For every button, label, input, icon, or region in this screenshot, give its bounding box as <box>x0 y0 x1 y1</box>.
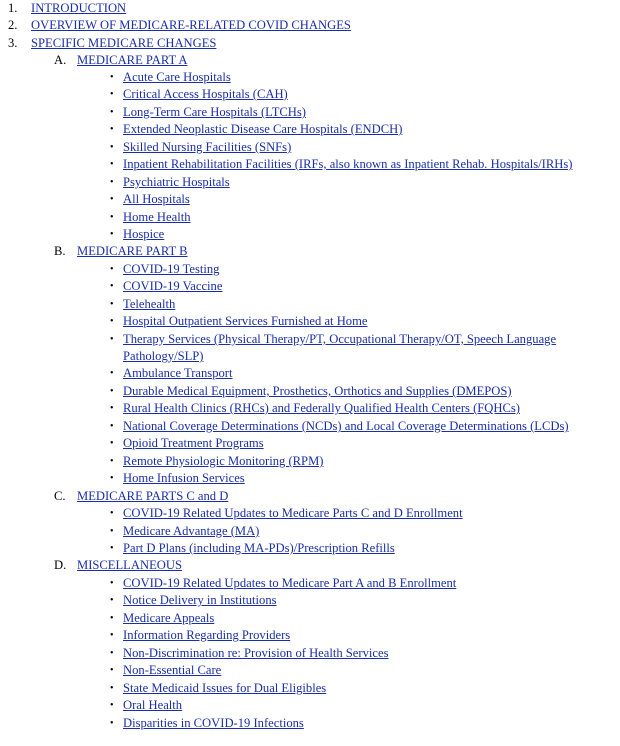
bullet: • <box>110 212 114 223</box>
bullet: • <box>110 421 114 432</box>
bullet: • <box>110 403 114 414</box>
bullet: • <box>110 578 114 589</box>
link-specific-changes[interactable]: SPECIFIC MEDICARE CHANGES <box>31 36 217 50</box>
subsection-letter: A. <box>54 53 67 67</box>
toc-link[interactable]: Acute Care Hospitals <box>123 70 231 84</box>
toc-link[interactable]: Non-Discrimination re: Provision of Health Services <box>123 646 389 660</box>
toc-link[interactable]: Information Regarding Providers <box>123 628 291 642</box>
bullet: • <box>110 89 114 100</box>
bullet: • <box>110 281 114 292</box>
toc-link[interactable]: National Coverage Determinations (NCDs) and Local Coverage Determinations (LCDs) <box>123 419 569 433</box>
bullet: • <box>110 142 114 153</box>
toc-link[interactable]: Medicare Advantage (MA) <box>123 524 260 538</box>
toc-link[interactable]: Disparities in COVID-19 Infections <box>123 716 304 730</box>
toc-link[interactable]: Hospital Outpatient Services Furnished at Home <box>123 314 368 328</box>
toc-link[interactable]: Skilled Nursing Facilities (SNFs) <box>123 140 292 154</box>
toc-link[interactable]: Non-Essential Care <box>123 663 222 677</box>
section-number: 2. <box>8 18 18 32</box>
bullet: • <box>110 368 114 379</box>
toc-link[interactable]: COVID-19 Vaccine <box>123 279 223 293</box>
toc-link[interactable]: Telehealth <box>123 297 176 311</box>
toc-link[interactable]: Home Infusion Services <box>123 471 245 485</box>
toc-link[interactable]: Critical Access Hospitals (CAH) <box>123 87 288 101</box>
toc-link[interactable]: Rural Health Clinics (RHCs) and Federally Qualified Health Centers (FQHCs) <box>123 401 520 415</box>
bullet: • <box>110 334 114 345</box>
bullet: • <box>110 648 114 659</box>
bullet: • <box>110 264 114 275</box>
bullet: • <box>110 665 114 676</box>
bullet: • <box>110 229 114 240</box>
bullet: • <box>110 159 114 170</box>
bullet: • <box>110 386 114 397</box>
bullet: • <box>110 508 114 519</box>
bullet: • <box>110 107 114 118</box>
link-overview[interactable]: OVERVIEW OF MEDICARE-RELATED COVID CHANGES <box>31 18 351 32</box>
toc-link[interactable]: Notice Delivery in Institutions <box>123 593 277 607</box>
toc-link[interactable]: Part D Plans (including MA-PDs)/Prescription Refills <box>123 541 395 555</box>
bullet: • <box>110 316 114 327</box>
subsection-letter: B. <box>54 244 66 258</box>
toc-link[interactable]: Remote Physiologic Monitoring (RPM) <box>123 454 324 468</box>
toc-link[interactable]: Home Health <box>123 210 191 224</box>
bullet: • <box>110 718 114 729</box>
bullet: • <box>110 630 114 641</box>
bullet: • <box>110 543 114 554</box>
toc-link[interactable]: COVID-19 Related Updates to Medicare Parts C and D Enrollment <box>123 506 463 520</box>
link-miscellaneous[interactable]: MISCELLANEOUS <box>77 558 182 572</box>
toc-link[interactable]: Medicare Appeals <box>123 611 215 625</box>
bullet: • <box>110 438 114 449</box>
toc-link[interactable]: All Hospitals <box>123 192 190 206</box>
bullet: • <box>110 194 114 205</box>
bullet: • <box>110 456 114 467</box>
bullet: • <box>110 299 114 310</box>
toc-link[interactable]: Therapy Services (Physical Therapy/PT, Occupational Therapy/OT, Speech Language <box>123 332 557 346</box>
section-number: 1. <box>8 1 18 15</box>
link-part-a[interactable]: MEDICARE PART A <box>77 53 188 67</box>
toc-link[interactable]: Ambulance Transport <box>123 366 233 380</box>
bullet: • <box>110 177 114 188</box>
toc-link[interactable]: Inpatient Rehabilitation Facilities (IRFs, also known as Inpatient Rehab. Hospitals/IRHs) <box>123 157 573 171</box>
toc-link[interactable]: Hospice <box>123 227 165 241</box>
bullet: • <box>110 613 114 624</box>
bullet: • <box>110 700 114 711</box>
toc-link[interactable]: Long-Term Care Hospitals (LTCHs) <box>123 105 306 119</box>
toc-link[interactable]: Psychiatric Hospitals <box>123 175 230 189</box>
link-parts-c-and-d[interactable]: MEDICARE PARTS C and D <box>77 489 229 503</box>
toc-link[interactable]: State Medicaid Issues for Dual Eligibles <box>123 681 327 695</box>
toc-link[interactable]: COVID-19 Related Updates to Medicare Part A and B Enrollment <box>123 576 457 590</box>
subsection-letter: C. <box>54 489 66 503</box>
toc-link[interactable]: COVID-19 Testing <box>123 262 220 276</box>
bullet: • <box>110 595 114 606</box>
bullet: • <box>110 473 114 484</box>
section-number: 3. <box>8 36 18 50</box>
bullet: • <box>110 124 114 135</box>
toc-link[interactable]: Durable Medical Equipment, Prosthetics, Orthotics and Supplies (DMEPOS) <box>123 384 512 398</box>
toc-link[interactable]: Extended Neoplastic Disease Care Hospitals (ENDCH) <box>123 122 403 136</box>
toc-link[interactable]: Opioid Treatment Programs <box>123 436 264 450</box>
toc-link[interactable]: Pathology/SLP) <box>123 349 204 363</box>
link-introduction[interactable]: INTRODUCTION <box>31 1 127 15</box>
bullet: • <box>110 72 114 83</box>
bullet: • <box>110 526 114 537</box>
link-part-b[interactable]: MEDICARE PART B <box>77 244 188 258</box>
toc-link[interactable]: Oral Health <box>123 698 183 712</box>
bullet: • <box>110 683 114 694</box>
subsection-letter: D. <box>54 558 67 572</box>
